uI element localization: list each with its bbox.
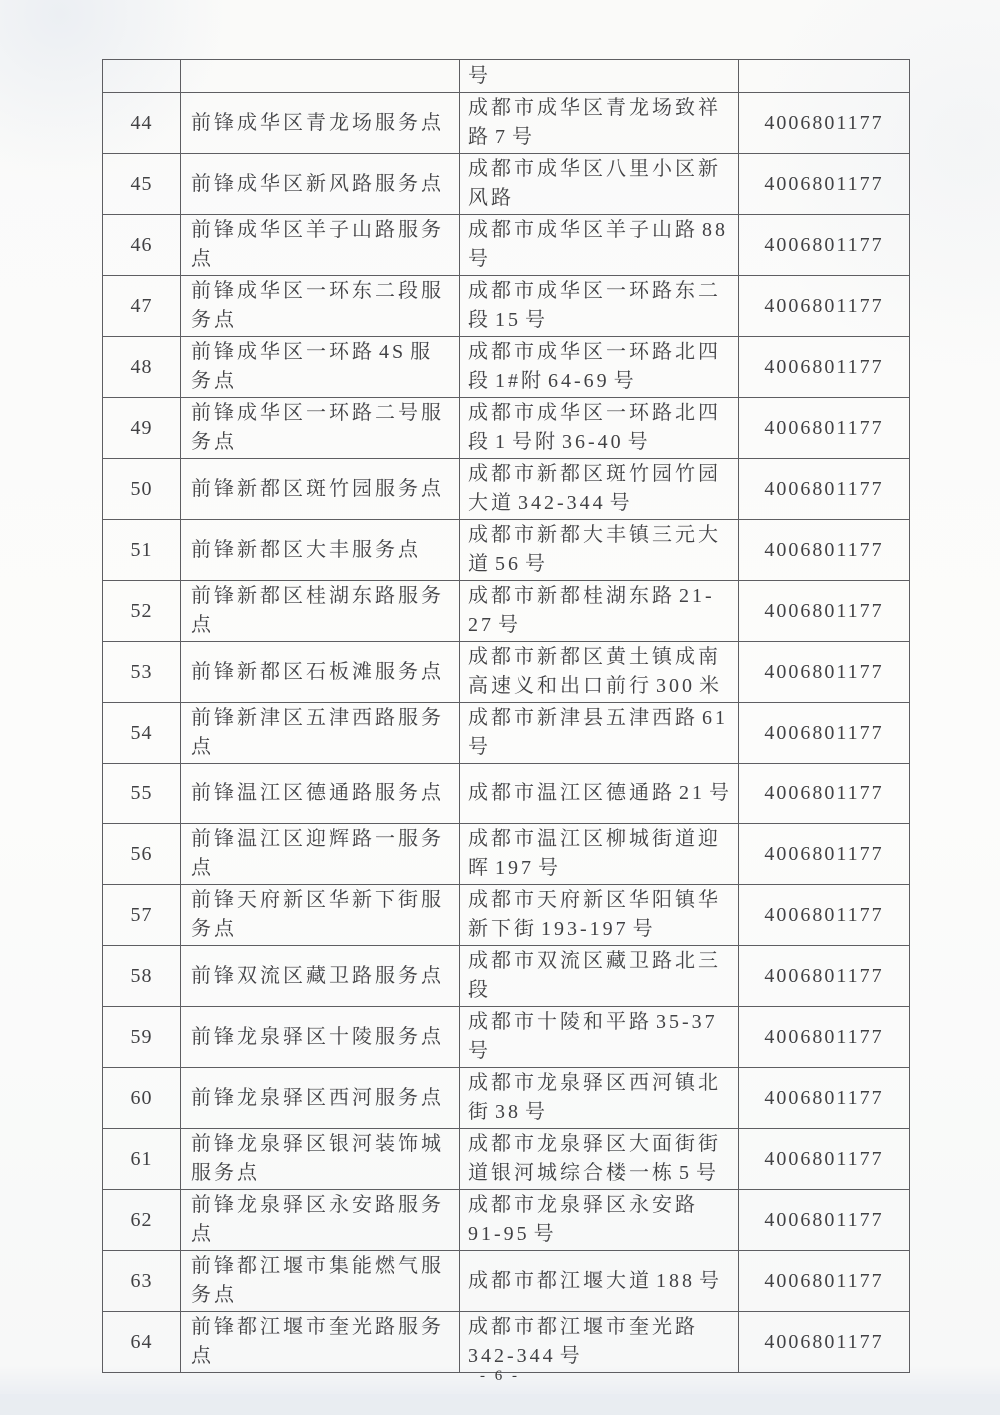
address-cell: 成都市温江区柳城街道迎晖 197 号 (460, 824, 739, 885)
address-cell: 成都市双流区藏卫路北三段 (460, 946, 739, 1007)
address-cell: 成都市都江堰市奎光路 342-344 号 (460, 1312, 739, 1373)
phone-number-cell: 4006801177 (739, 398, 910, 459)
service-point-name-cell (181, 60, 460, 93)
address-cell: 成都市新津县五津西路 61 号 (460, 703, 739, 764)
phone-number-cell: 4006801177 (739, 946, 910, 1007)
table-row (103, 642, 910, 703)
row-number-cell: 58 (103, 946, 181, 1007)
phone-number-cell: 4006801177 (739, 824, 910, 885)
address-cell: 成都市新都桂湖东路 21-27 号 (460, 581, 739, 642)
row-number-cell: 44 (103, 93, 181, 154)
table-row (103, 1312, 910, 1373)
address-cell: 号 (460, 60, 739, 93)
row-number-cell: 51 (103, 520, 181, 581)
service-point-name-cell: 前锋成华区一环路 4S 服务点 (181, 337, 460, 398)
service-point-name-cell: 前锋成华区青龙场服务点 (181, 93, 460, 154)
scan-artifact-bottom-band (0, 1394, 1000, 1415)
row-number-cell: 63 (103, 1251, 181, 1312)
service-point-name-cell: 前锋龙泉驿区西河服务点 (181, 1068, 460, 1129)
row-number-cell: 48 (103, 337, 181, 398)
address-cell: 成都市温江区德通路 21 号 (460, 764, 739, 824)
service-point-name-cell: 前锋双流区藏卫路服务点 (181, 946, 460, 1007)
service-point-name-cell: 前锋温江区德通路服务点 (181, 764, 460, 824)
phone-number-cell: 4006801177 (739, 703, 910, 764)
table-row (103, 946, 910, 1007)
table-row (103, 703, 910, 764)
phone-number-cell: 4006801177 (739, 154, 910, 215)
phone-number-cell: 4006801177 (739, 642, 910, 703)
table-row (103, 276, 910, 337)
row-number-cell: 56 (103, 824, 181, 885)
row-number-cell: 54 (103, 703, 181, 764)
service-point-name-cell: 前锋都江堰市集能燃气服务点 (181, 1251, 460, 1312)
service-point-name-cell: 前锋成华区羊子山路服务点 (181, 215, 460, 276)
row-number-cell: 64 (103, 1312, 181, 1373)
phone-number-cell: 4006801177 (739, 459, 910, 520)
address-cell: 成都市成华区青龙场致祥路 7 号 (460, 93, 739, 154)
phone-number-cell: 4006801177 (739, 1129, 910, 1190)
phone-number-cell: 4006801177 (739, 276, 910, 337)
service-point-name-cell: 前锋新都区大丰服务点 (181, 520, 460, 581)
service-point-name-cell: 前锋新津区五津西路服务点 (181, 703, 460, 764)
service-table-body (103, 60, 910, 1373)
table-row (103, 581, 910, 642)
table-row (103, 154, 910, 215)
row-number-cell: 46 (103, 215, 181, 276)
row-number-cell: 52 (103, 581, 181, 642)
service-point-name-cell: 前锋新都区斑竹园服务点 (181, 459, 460, 520)
address-cell: 成都市龙泉驿区大面街街道银河城综合楼一栋 5 号 (460, 1129, 739, 1190)
service-point-name-cell: 前锋新都区石板滩服务点 (181, 642, 460, 703)
row-number-cell: 60 (103, 1068, 181, 1129)
address-cell: 成都市成华区羊子山路 88 号 (460, 215, 739, 276)
row-number-cell: 50 (103, 459, 181, 520)
table-row (103, 398, 910, 459)
row-number-cell: 49 (103, 398, 181, 459)
row-number-cell: 47 (103, 276, 181, 337)
address-cell: 成都市新都区黄土镇成南高速义和出口前行 300 米 (460, 642, 739, 703)
table-row (103, 1129, 910, 1190)
phone-number-cell: 4006801177 (739, 337, 910, 398)
address-cell: 成都市天府新区华阳镇华新下街 193-197 号 (460, 885, 739, 946)
table-row (103, 1007, 910, 1068)
table-row (103, 824, 910, 885)
service-point-name-cell: 前锋成华区新风路服务点 (181, 154, 460, 215)
service-point-name-cell: 前锋成华区一环东二段服务点 (181, 276, 460, 337)
phone-number-cell: 4006801177 (739, 1312, 910, 1373)
address-cell: 成都市成华区一环路东二段 15 号 (460, 276, 739, 337)
table-row (103, 60, 910, 93)
table-row (103, 520, 910, 581)
table-row (103, 93, 910, 154)
service-point-name-cell: 前锋成华区一环路二号服务点 (181, 398, 460, 459)
address-cell: 成都市都江堰大道 188 号 (460, 1251, 739, 1312)
table-row (103, 1190, 910, 1251)
phone-number-cell: 4006801177 (739, 764, 910, 824)
address-cell: 成都市龙泉驿区永安路 91-95 号 (460, 1190, 739, 1251)
service-point-name-cell: 前锋龙泉驿区永安路服务点 (181, 1190, 460, 1251)
phone-number-cell: 4006801177 (739, 215, 910, 276)
table-row (103, 1068, 910, 1129)
service-point-name-cell: 前锋新都区桂湖东路服务点 (181, 581, 460, 642)
table-row (103, 337, 910, 398)
service-point-name-cell: 前锋都江堰市奎光路服务点 (181, 1312, 460, 1373)
row-number-cell: 61 (103, 1129, 181, 1190)
phone-number-cell: 4006801177 (739, 581, 910, 642)
row-number-cell: 53 (103, 642, 181, 703)
table-row (103, 1251, 910, 1312)
phone-number-cell: 4006801177 (739, 1068, 910, 1129)
row-number-cell: 45 (103, 154, 181, 215)
address-cell: 成都市新都大丰镇三元大道 56 号 (460, 520, 739, 581)
row-number-cell: 62 (103, 1190, 181, 1251)
service-point-name-cell: 前锋温江区迎辉路一服务点 (181, 824, 460, 885)
address-cell: 成都市新都区斑竹园竹园大道 342-344 号 (460, 459, 739, 520)
service-point-table (102, 59, 910, 1373)
phone-number-cell: 4006801177 (739, 93, 910, 154)
phone-number-cell: 4006801177 (739, 1190, 910, 1251)
address-cell: 成都市龙泉驿区西河镇北街 38 号 (460, 1068, 739, 1129)
phone-number-cell (739, 60, 910, 93)
row-number-cell: 57 (103, 885, 181, 946)
service-point-name-cell: 前锋龙泉驿区十陵服务点 (181, 1007, 460, 1068)
table-row (103, 764, 910, 824)
row-number-cell (103, 60, 181, 93)
table-row (103, 885, 910, 946)
phone-number-cell: 4006801177 (739, 1251, 910, 1312)
address-cell: 成都市成华区一环路北四段 1#附 64-69 号 (460, 337, 739, 398)
service-point-name-cell: 前锋龙泉驿区银河装饰城服务点 (181, 1129, 460, 1190)
service-point-name-cell: 前锋天府新区华新下街服务点 (181, 885, 460, 946)
phone-number-cell: 4006801177 (739, 885, 910, 946)
address-cell: 成都市成华区八里小区新风路 (460, 154, 739, 215)
address-cell: 成都市成华区一环路北四段 1 号附 36-40 号 (460, 398, 739, 459)
row-number-cell: 59 (103, 1007, 181, 1068)
table-row (103, 215, 910, 276)
address-cell: 成都市十陵和平路 35-37 号 (460, 1007, 739, 1068)
table-row (103, 459, 910, 520)
phone-number-cell: 4006801177 (739, 520, 910, 581)
phone-number-cell: 4006801177 (739, 1007, 910, 1068)
page-number-footer: - 6 - (480, 1368, 520, 1384)
row-number-cell: 55 (103, 764, 181, 824)
